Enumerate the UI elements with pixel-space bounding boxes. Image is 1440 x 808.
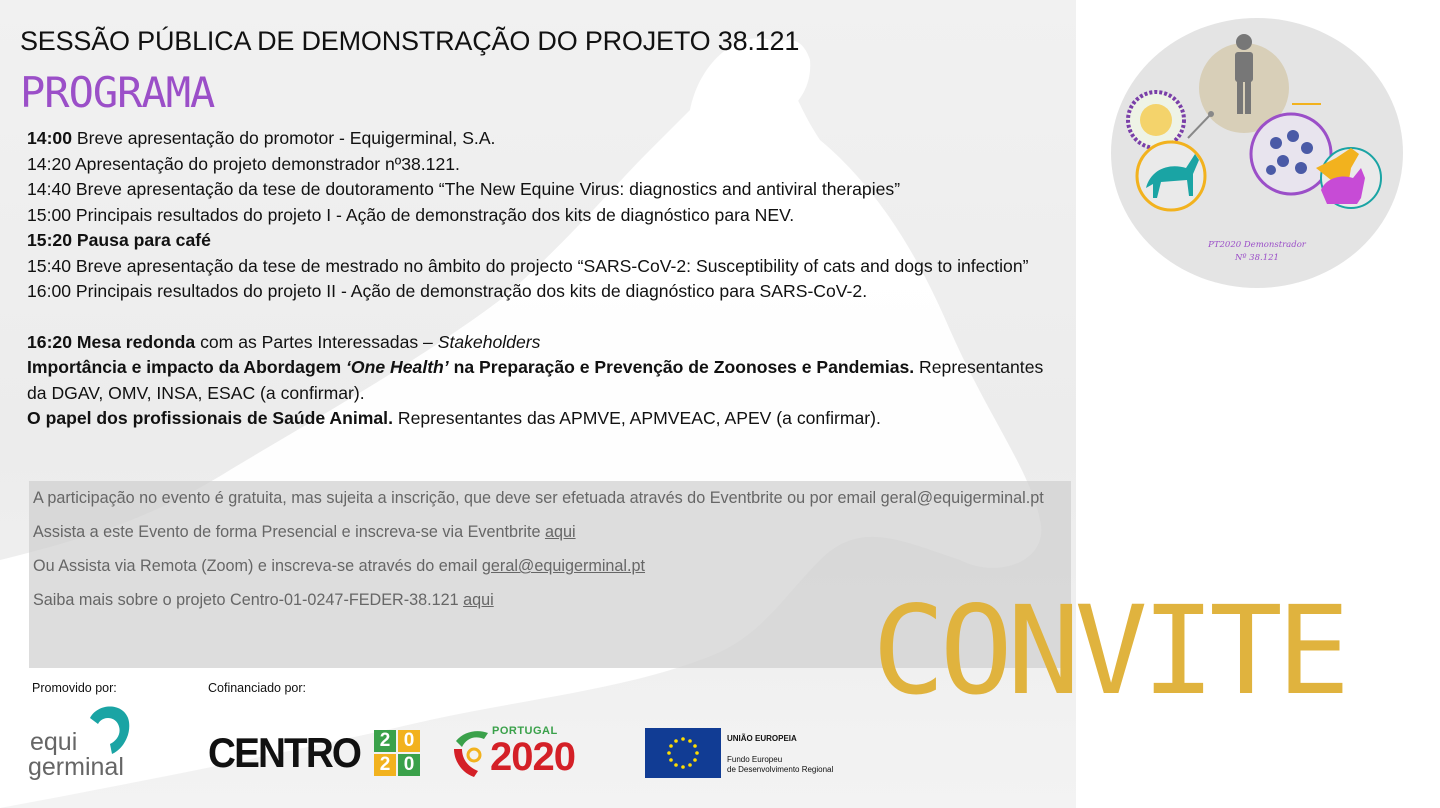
- info-presencial: Assista a este Evento de forma Presencial e inscreva-se via Eventbrite aqui: [33, 523, 576, 541]
- roundtable-topic-2: O papel dos profissionais de Saúde Animal. Representantes das APMVE, APMVEAC, APEV (a confirmar).: [27, 408, 881, 428]
- schedule-item: 14:20 Apresentação do projeto demonstrador nº38.121.: [27, 153, 460, 174]
- schedule: [27, 126, 1057, 432]
- schedule-item: 15:20 Pausa para café: [27, 230, 211, 250]
- portugal2020-logo: PORTUGAL 2020: [452, 725, 617, 781]
- project-link[interactable]: aqui: [463, 591, 494, 609]
- schedule-item: 16:00 Principais resultados do projeto II - Ação de demonstração dos kits de diagnóstico para SARS-CoV-2.: [27, 281, 868, 301]
- equi-text: equi: [30, 728, 78, 756]
- schedule-item: 14:40 Breve apresentação da tese de doutoramento “The New Equine Virus: diagnostics and antiviral therapies”: [27, 179, 901, 199]
- schedule-item: 15:00 Principais resultados do projeto I - Ação de demonstração dos kits de diagnóstico para NEV.: [27, 204, 795, 225]
- one-health-badge: [1111, 18, 1403, 288]
- portugal-flag-icon: [452, 725, 492, 781]
- promovido-label: Promovido por:: [32, 681, 117, 695]
- schedule-item: 14:00 Breve apresentação do promotor - Equigerminal, S.A.: [27, 128, 496, 148]
- cofinanciado-label: Cofinanciado por:: [208, 681, 306, 695]
- info-project: Saiba mais sobre o projeto Centro-01-0247-FEDER-38.121 aqui: [33, 591, 494, 609]
- eventbrite-link[interactable]: aqui: [544, 523, 576, 541]
- virus-cluster-icon: [1251, 114, 1331, 194]
- roundtable-topic-1: Importância e impacto da Abordagem ‘One Health’ na Preparação e Prevenção de Zoonoses e Pandemias. Representantes da DGAV, OMV, INSA, ESAC (a confirmar).: [27, 357, 1044, 403]
- schedule-item: 15:40 Breve apresentação da tese de mestrado no âmbito do projecto “SARS-CoV-2: Susceptibility of cats and dogs to infection”: [27, 255, 1029, 276]
- email-link[interactable]: geral@equigerminal.pt: [481, 557, 646, 575]
- equigerminal-logo: [28, 700, 148, 786]
- eu-logo: UNIÃO EUROPEIA Fundo Europeu de Desenvolvimento Regional: [645, 728, 845, 778]
- roundtable-heading: 16:20 Mesa redonda com as Partes Interessadas – Stakeholders: [27, 331, 541, 352]
- convite-heading: CONVITE: [872, 580, 1345, 722]
- info-remote: Ou Assista via Remota (Zoom) e inscreva-se através do email geral@equigerminal.pt: [33, 557, 646, 575]
- page-title: SESSÃO PÚBLICA DE DEMONSTRAÇÃO DO PROJETO 38.121: [20, 26, 800, 56]
- badge-line-1: PT2020 Demonstrador: [1208, 240, 1306, 250]
- eu-flag-icon: [645, 728, 721, 778]
- badge-line-2: Nº 38.121: [1235, 253, 1279, 263]
- info-registration: A participação no evento é gratuita, mas sujeita a inscrição, que deve ser efetuada através do Eventbrite ou por email geral@equigerminal.pt: [33, 489, 1044, 507]
- programa-heading: PROGRAMA: [20, 68, 215, 117]
- germinal-text: germinal: [28, 753, 124, 781]
